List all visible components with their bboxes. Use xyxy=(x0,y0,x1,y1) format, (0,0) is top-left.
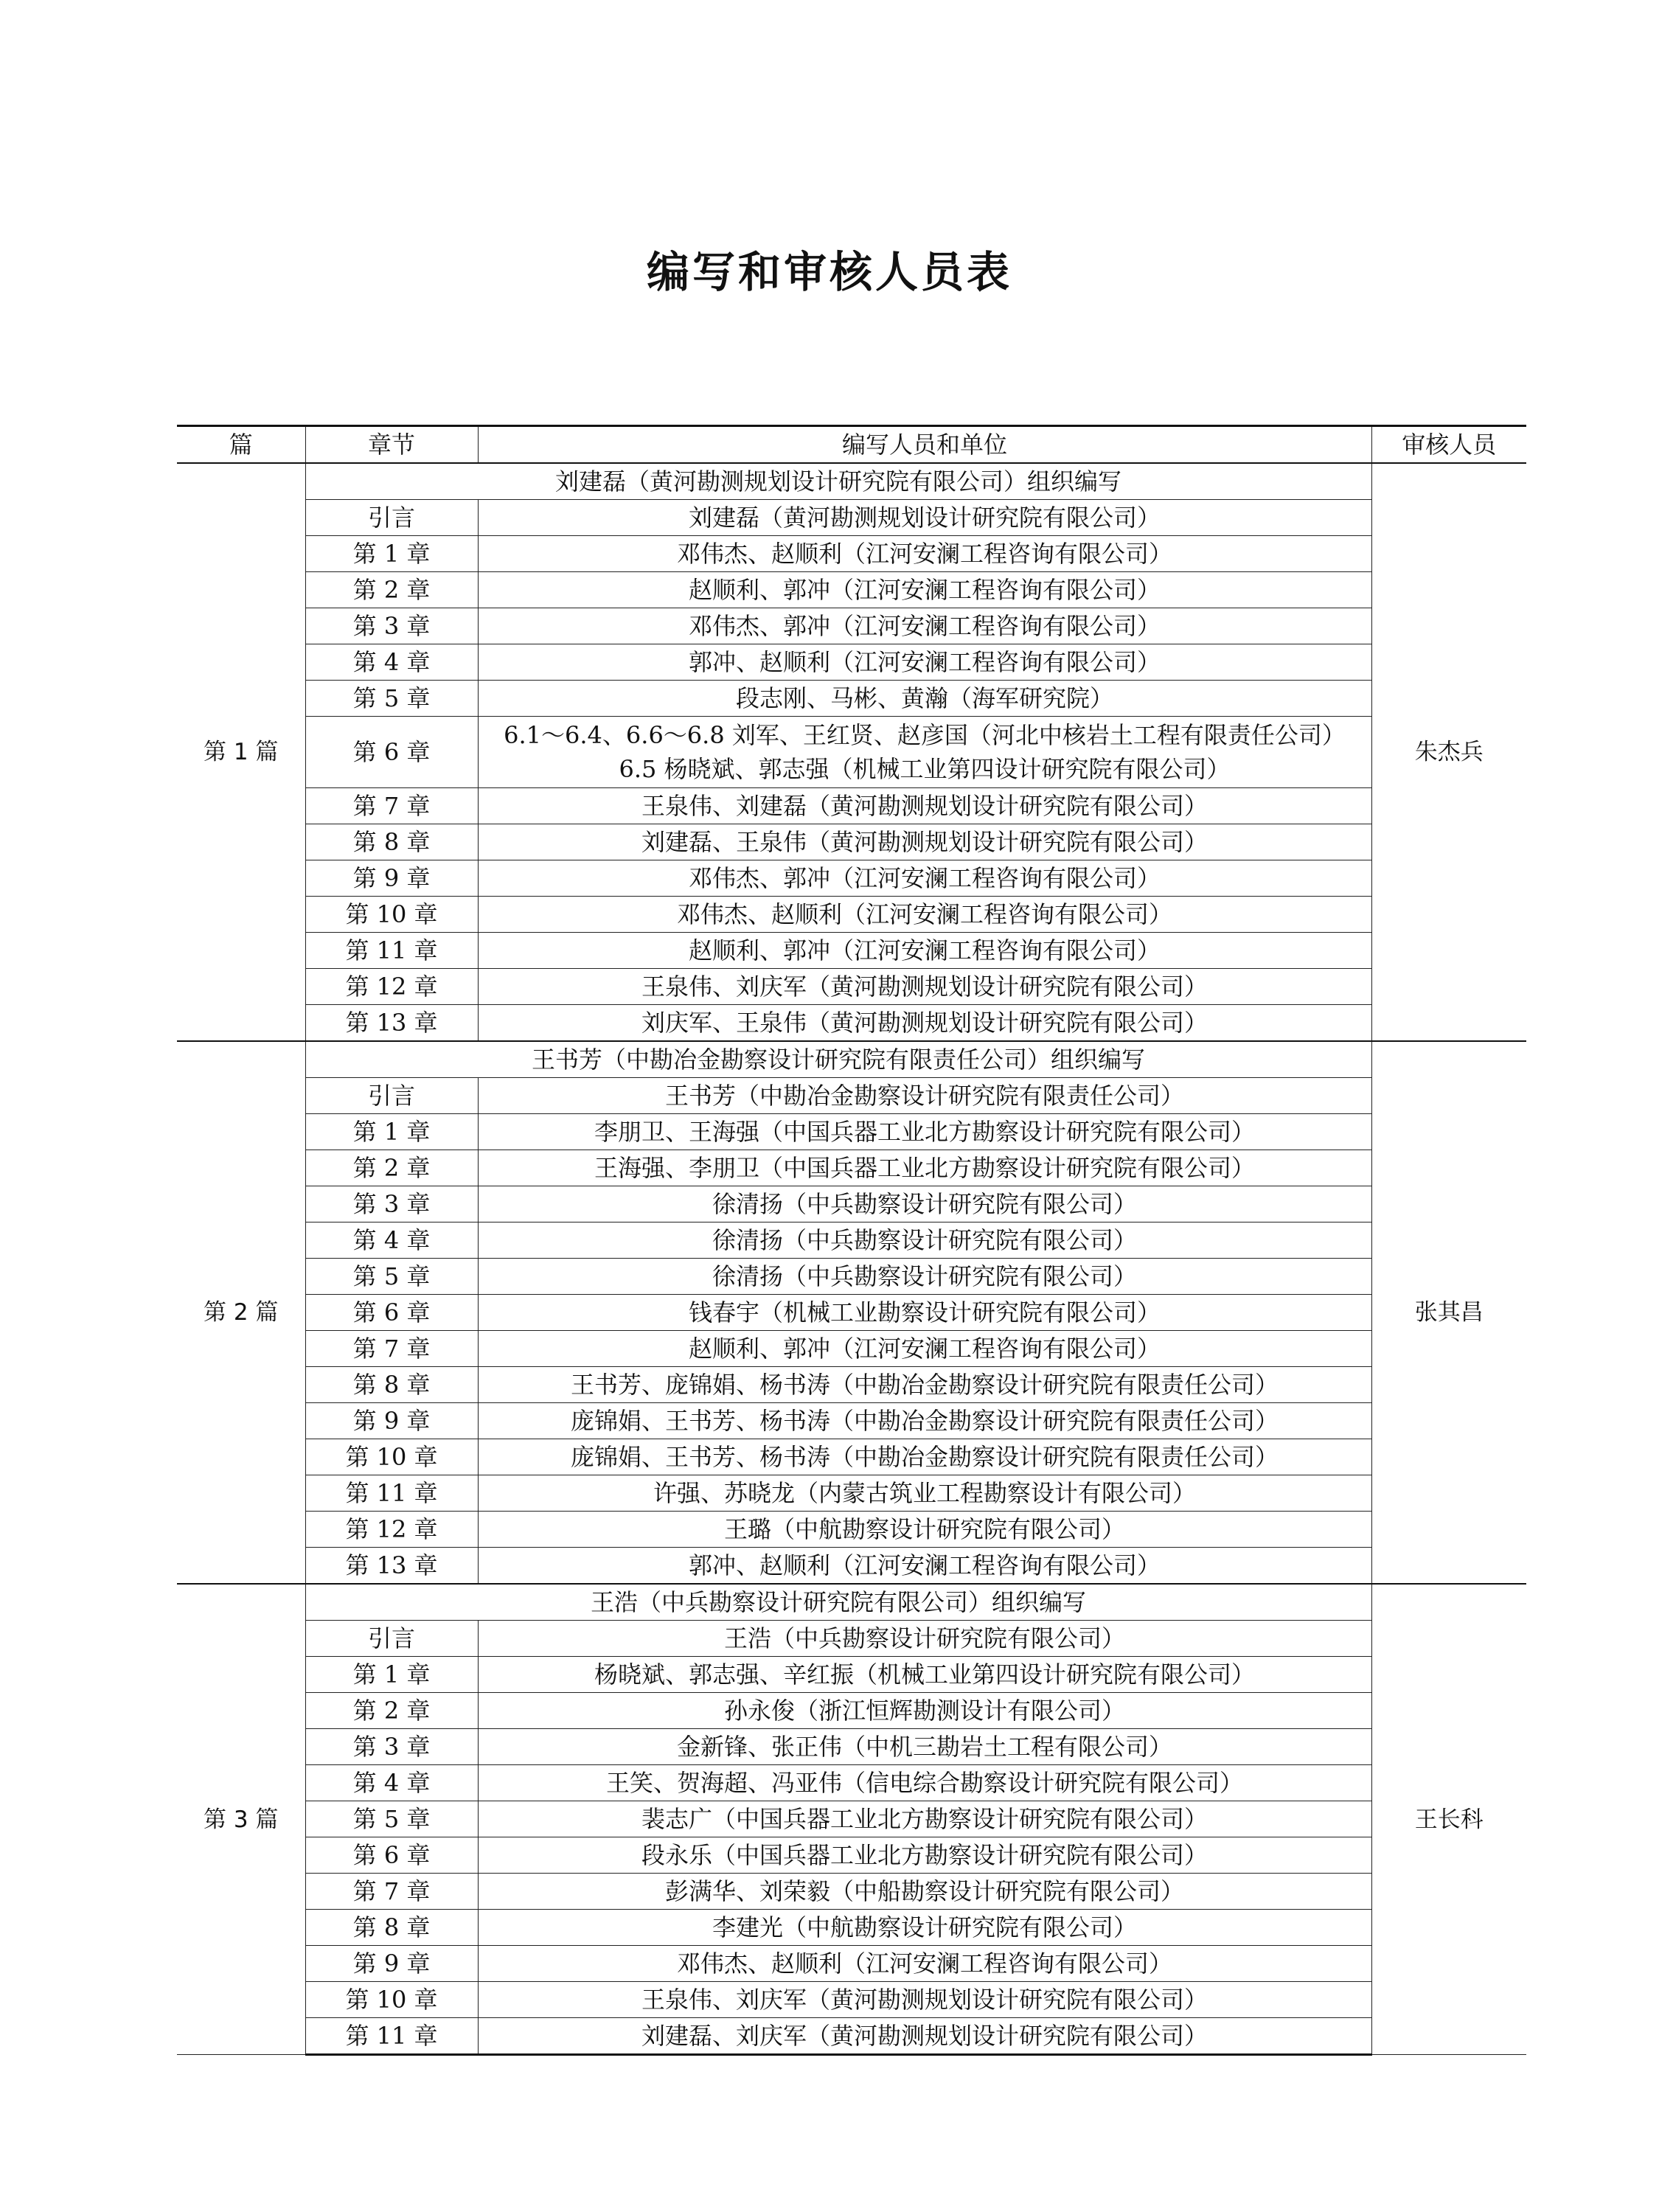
table-row xyxy=(177,1729,1526,1765)
authors-cell xyxy=(478,1331,1371,1367)
chapter-cell: 第 7 章 xyxy=(305,1331,478,1367)
authors-cell xyxy=(478,681,1371,717)
chapter-cell: 第 12 章 xyxy=(305,969,478,1005)
header-row xyxy=(177,426,1526,464)
authors-line: 徐清扬（中兵勘察设计研究院有限公司） xyxy=(712,1226,1137,1254)
chapter-cell: 第 13 章 xyxy=(305,1005,478,1042)
table-row xyxy=(177,1512,1526,1548)
authors-cell xyxy=(478,1475,1371,1512)
table-row xyxy=(177,824,1526,860)
chapter-cell: 第 10 章 xyxy=(305,1439,478,1475)
table-row xyxy=(177,1910,1526,1946)
authors-cell xyxy=(478,1548,1371,1585)
authors-line: 邓伟杰、赵顺利（江河安澜工程咨询有限公司） xyxy=(676,1950,1172,1978)
authors-cell xyxy=(478,1801,1371,1837)
table-row xyxy=(177,897,1526,933)
authors-cell xyxy=(478,788,1371,824)
part-label: 第 1 篇 xyxy=(177,463,305,1041)
authors-line: 邓伟杰、郭冲（江河安澜工程咨询有限公司） xyxy=(688,612,1161,640)
table-row xyxy=(177,2018,1526,2055)
page-title: 编写和审核人员表 xyxy=(646,247,1012,297)
table-row xyxy=(177,1801,1526,1837)
authors-line: 刘建磊（黄河勘测规划设计研究院有限公司） xyxy=(688,504,1161,532)
table-row xyxy=(177,1367,1526,1403)
authors-cell xyxy=(478,1657,1371,1693)
authors-cell xyxy=(478,1946,1371,1982)
table-row xyxy=(177,1150,1526,1186)
table-row xyxy=(177,1874,1526,1910)
authors-cell xyxy=(478,1729,1371,1765)
authors-cell xyxy=(478,1367,1371,1403)
table-header xyxy=(177,426,1526,464)
chapter-cell: 第 5 章 xyxy=(305,1259,478,1295)
authors-line: 王泉伟、刘庆军（黄河勘测规划设计研究院有限公司） xyxy=(641,973,1208,1001)
part-group xyxy=(177,463,1526,1041)
reviewer-cell: 朱杰兵 xyxy=(1371,463,1526,1041)
authors-cell xyxy=(478,500,1371,536)
table-row xyxy=(177,608,1526,644)
authors-line: 钱春宇（机械工业勘察设计研究院有限公司） xyxy=(688,1298,1161,1326)
table-row xyxy=(177,1403,1526,1439)
table-row xyxy=(177,1439,1526,1475)
authors-line: 赵顺利、郭冲（江河安澜工程咨询有限公司） xyxy=(688,1335,1161,1363)
authors-line: 王笑、贺海超、冯亚伟（信电综合勘察设计研究院有限公司） xyxy=(605,1769,1243,1797)
authors-cell xyxy=(478,1693,1371,1729)
table-row xyxy=(177,969,1526,1005)
authors-line: 李朋卫、王海强（中国兵器工业北方勘察设计研究院有限公司） xyxy=(594,1118,1255,1146)
authors-cell xyxy=(478,717,1371,788)
table-row xyxy=(177,717,1526,788)
chapter-cell: 第 5 章 xyxy=(305,1801,478,1837)
authors-cell xyxy=(478,572,1371,608)
authors-line: 刘建磊、刘庆军（黄河勘测规划设计研究院有限公司） xyxy=(641,2022,1208,2050)
authors-cell xyxy=(478,1186,1371,1222)
authors-line: 王泉伟、刘庆军（黄河勘测规划设计研究院有限公司） xyxy=(641,1986,1208,2014)
authors-cell xyxy=(478,1621,1371,1657)
chapter-cell: 第 3 章 xyxy=(305,1729,478,1765)
authors-line: 郭冲、赵顺利（江河安澜工程咨询有限公司） xyxy=(688,648,1161,676)
authors-cell xyxy=(478,1982,1371,2018)
table-row xyxy=(177,572,1526,608)
authors-cell xyxy=(478,1439,1371,1475)
chapter-cell: 第 10 章 xyxy=(305,1982,478,2018)
chapter-cell: 第 2 章 xyxy=(305,572,478,608)
part-label: 第 2 篇 xyxy=(177,1041,305,1584)
chapter-cell: 第 6 章 xyxy=(305,1295,478,1331)
chapter-cell: 第 11 章 xyxy=(305,2018,478,2055)
header-chapter: 章节 xyxy=(305,426,478,464)
authors-line: 金新锋、张正伟（中机三勘岩土工程有限公司） xyxy=(676,1733,1172,1761)
chapter-cell: 第 1 章 xyxy=(305,536,478,572)
staff-table xyxy=(177,425,1526,2056)
chapter-cell: 第 4 章 xyxy=(305,1222,478,1259)
authors-line: 王海强、李朋卫（中国兵器工业北方勘察设计研究院有限公司） xyxy=(594,1154,1255,1182)
authors-cell xyxy=(478,824,1371,860)
authors-line: 赵顺利、郭冲（江河安澜工程咨询有限公司） xyxy=(688,576,1161,604)
chapter-cell: 第 10 章 xyxy=(305,897,478,933)
authors-line: 庞锦娟、王书芳、杨书涛（中勘冶金勘察设计研究院有限责任公司） xyxy=(570,1407,1279,1435)
table-row xyxy=(177,1837,1526,1874)
chapter-cell: 第 13 章 xyxy=(305,1548,478,1585)
table-row xyxy=(177,860,1526,897)
chapter-cell: 第 4 章 xyxy=(305,644,478,681)
table-row xyxy=(177,500,1526,536)
chapter-cell: 第 8 章 xyxy=(305,1367,478,1403)
authors-line: 刘庆军、王泉伟（黄河勘测规划设计研究院有限公司） xyxy=(641,1009,1208,1037)
authors-cell xyxy=(478,1222,1371,1259)
authors-cell xyxy=(478,536,1371,572)
chapter-cell: 引言 xyxy=(305,1621,478,1657)
authors-cell xyxy=(478,1259,1371,1295)
chapter-cell: 第 7 章 xyxy=(305,1874,478,1910)
organizer-row xyxy=(177,1041,1526,1078)
authors-cell xyxy=(478,969,1371,1005)
chapter-cell: 第 12 章 xyxy=(305,1512,478,1548)
authors-line: 王书芳、庞锦娟、杨书涛（中勘冶金勘察设计研究院有限责任公司） xyxy=(570,1371,1279,1399)
authors-cell xyxy=(478,1874,1371,1910)
table-row xyxy=(177,933,1526,969)
table-row xyxy=(177,1946,1526,1982)
authors-line: 许强、苏晓龙（内蒙古筑业工程勘察设计有限公司） xyxy=(653,1479,1196,1507)
chapter-cell: 第 5 章 xyxy=(305,681,478,717)
chapter-cell: 第 7 章 xyxy=(305,788,478,824)
authors-line: 段永乐（中国兵器工业北方勘察设计研究院有限公司） xyxy=(641,1841,1208,1869)
authors-cell xyxy=(478,1403,1371,1439)
authors-cell xyxy=(478,1765,1371,1801)
chapter-cell: 第 3 章 xyxy=(305,1186,478,1222)
chapter-cell: 第 3 章 xyxy=(305,608,478,644)
authors-line: 6.5 杨晓斌、郭志强（机械工业第四设计研究院有限公司） xyxy=(619,755,1231,783)
authors-line: 郭冲、赵顺利（江河安澜工程咨询有限公司） xyxy=(688,1551,1161,1579)
authors-line: 刘建磊、王泉伟（黄河勘测规划设计研究院有限公司） xyxy=(641,828,1208,856)
chapter-cell: 第 8 章 xyxy=(305,824,478,860)
reviewer-cell: 王长科 xyxy=(1371,1584,1526,2055)
reviewer-cell: 张其昌 xyxy=(1371,1041,1526,1584)
authors-line: 邓伟杰、赵顺利（江河安澜工程咨询有限公司） xyxy=(676,540,1172,568)
authors-cell xyxy=(478,1150,1371,1186)
part-label: 第 3 篇 xyxy=(177,1584,305,2055)
authors-cell xyxy=(478,1114,1371,1150)
authors-cell xyxy=(478,644,1371,681)
table-row xyxy=(177,1982,1526,2018)
header-reviewer: 审核人员 xyxy=(1371,426,1526,464)
table-row xyxy=(177,1475,1526,1512)
authors-line: 徐清扬（中兵勘察设计研究院有限公司） xyxy=(712,1190,1137,1218)
authors-line: 邓伟杰、郭冲（江河安澜工程咨询有限公司） xyxy=(688,864,1161,892)
authors-line: 王泉伟、刘建磊（黄河勘测规划设计研究院有限公司） xyxy=(641,792,1208,820)
chapter-cell: 引言 xyxy=(305,500,478,536)
authors-line: 段志刚、马彬、黄瀚（海军研究院） xyxy=(735,684,1113,712)
chapter-cell: 第 11 章 xyxy=(305,933,478,969)
authors-line: 赵顺利、郭冲（江河安澜工程咨询有限公司） xyxy=(688,936,1161,964)
authors-line: 彭满华、刘荣毅（中船勘察设计研究院有限公司） xyxy=(664,1877,1184,1905)
authors-cell xyxy=(478,933,1371,969)
table-row xyxy=(177,1548,1526,1585)
table-row xyxy=(177,1621,1526,1657)
chapter-cell: 第 8 章 xyxy=(305,1910,478,1946)
chapter-cell: 第 1 章 xyxy=(305,1114,478,1150)
authors-cell xyxy=(478,897,1371,933)
authors-line: 王书芳（中勘冶金勘察设计研究院有限责任公司） xyxy=(664,1082,1184,1110)
authors-line: 李建光（中航勘察设计研究院有限公司） xyxy=(712,1913,1137,1941)
authors-line: 杨晓斌、郭志强、辛红振（机械工业第四设计研究院有限公司） xyxy=(594,1660,1255,1688)
authors-cell xyxy=(478,2018,1371,2055)
authors-cell xyxy=(478,1295,1371,1331)
organizer-cell: 王书芳（中勘冶金勘察设计研究院有限责任公司）组织编写 xyxy=(305,1041,1371,1078)
authors-cell xyxy=(478,860,1371,897)
table-row xyxy=(177,1693,1526,1729)
organizer-cell: 王浩（中兵勘察设计研究院有限公司）组织编写 xyxy=(305,1584,1371,1621)
table-row xyxy=(177,1331,1526,1367)
chapter-cell: 第 6 章 xyxy=(305,1837,478,1874)
chapter-cell: 引言 xyxy=(305,1078,478,1114)
chapter-cell: 第 6 章 xyxy=(305,717,478,788)
table-row xyxy=(177,644,1526,681)
chapter-cell: 第 9 章 xyxy=(305,1403,478,1439)
authors-line: 王璐（中航勘察设计研究院有限公司） xyxy=(723,1515,1125,1543)
organizer-row xyxy=(177,463,1526,500)
authors-line: 徐清扬（中兵勘察设计研究院有限公司） xyxy=(712,1262,1137,1290)
table-row xyxy=(177,1078,1526,1114)
table-row xyxy=(177,1222,1526,1259)
chapter-cell: 第 11 章 xyxy=(305,1475,478,1512)
table-row xyxy=(177,681,1526,717)
authors-cell xyxy=(478,608,1371,644)
table-row xyxy=(177,1765,1526,1801)
authors-cell xyxy=(478,1512,1371,1548)
chapter-cell: 第 1 章 xyxy=(305,1657,478,1693)
table-row xyxy=(177,1259,1526,1295)
table-row xyxy=(177,1295,1526,1331)
organizer-row xyxy=(177,1584,1526,1621)
table-row xyxy=(177,788,1526,824)
authors-cell xyxy=(478,1837,1371,1874)
chapter-cell: 第 4 章 xyxy=(305,1765,478,1801)
table-row xyxy=(177,1186,1526,1222)
header-authors: 编写人员和单位 xyxy=(478,426,1371,464)
authors-line: 6.1～6.4、6.6～6.8 刘军、王红贤、赵彦国（河北中核岩土工程有限责任公司） xyxy=(504,721,1346,749)
part-group xyxy=(177,1041,1526,1584)
chapter-cell: 第 2 章 xyxy=(305,1693,478,1729)
table-row xyxy=(177,536,1526,572)
authors-line: 庞锦娟、王书芳、杨书涛（中勘冶金勘察设计研究院有限责任公司） xyxy=(570,1443,1279,1471)
authors-line: 孙永俊（浙江恒辉勘测设计有限公司） xyxy=(723,1697,1125,1725)
chapter-cell: 第 2 章 xyxy=(305,1150,478,1186)
authors-line: 邓伟杰、赵顺利（江河安澜工程咨询有限公司） xyxy=(676,900,1172,928)
authors-cell xyxy=(478,1078,1371,1114)
table-row xyxy=(177,1005,1526,1042)
organizer-cell: 刘建磊（黄河勘测规划设计研究院有限公司）组织编写 xyxy=(305,463,1371,500)
authors-cell xyxy=(478,1910,1371,1946)
authors-cell xyxy=(478,1005,1371,1042)
part-group xyxy=(177,1584,1526,2055)
authors-line: 王浩（中兵勘察设计研究院有限公司） xyxy=(723,1624,1125,1652)
header-part: 篇 xyxy=(177,426,305,464)
chapter-cell: 第 9 章 xyxy=(305,1946,478,1982)
table-row xyxy=(177,1114,1526,1150)
authors-line: 裴志广（中国兵器工业北方勘察设计研究院有限公司） xyxy=(641,1805,1208,1833)
table-row xyxy=(177,1657,1526,1693)
chapter-cell: 第 9 章 xyxy=(305,860,478,897)
